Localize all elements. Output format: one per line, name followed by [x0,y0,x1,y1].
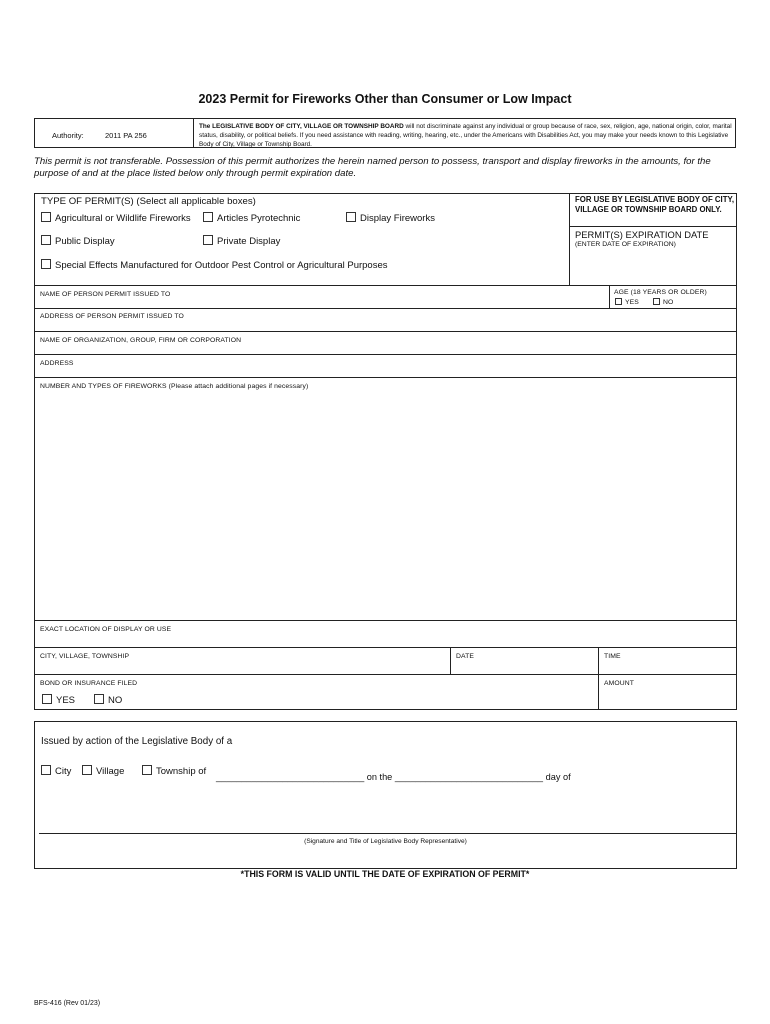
checkbox[interactable] [94,694,104,704]
signature-caption: (Signature and Title of Legislative Body Representative) [304,838,467,845]
checkbox[interactable] [41,259,51,269]
option-label: City [55,766,72,777]
township-line[interactable] [216,772,571,782]
fireworks-field[interactable] [35,377,736,620]
authority-value: 2011 PA 256 [105,131,147,140]
field-label: BOND OR INSURANCE FILED [40,680,138,687]
address-field[interactable] [35,354,736,377]
permit-type-section [35,194,569,285]
time-field[interactable] [598,647,736,674]
form-revision: BFS-416 (Rev 01/23) [34,1000,101,1007]
blank-line: _____________________________ [394,772,544,782]
nondiscrimination-notice [199,122,733,149]
option-special[interactable] [41,259,388,271]
option-agricultural[interactable] [41,212,191,224]
field-label: CITY, VILLAGE, TOWNSHIP [40,653,130,660]
checkbox[interactable] [653,298,660,305]
option-label: NO [663,299,674,306]
signature-line[interactable] [39,833,736,834]
field-label: NUMBER AND TYPES OF FIREWORKS (Please attach additional pages if necessary) [40,383,309,390]
name-person-field[interactable] [35,285,609,308]
transfer-notice: This permit is not transferable. Possession of this permit authorizes the herein named person to possess, transport and display fireworks in the amounts, for the purpose of and at the place listed below only through permit expiration date. [34,156,711,179]
checkbox[interactable] [41,235,51,245]
option-label: Village [96,766,125,777]
authority-cell [35,119,194,147]
issued-city[interactable] [41,765,71,777]
checkbox[interactable] [142,765,152,775]
checkbox[interactable] [615,298,622,305]
field-label: AMOUNT [604,680,635,687]
permit-form [34,193,737,710]
field-label: ADDRESS OF PERSON PERMIT ISSUED TO [40,313,184,320]
notice-text: will not discriminate against any individual or group because of race, sex, religion, age, national origin, color, marital status, disability, or political beliefs. If you need assistance with reading, writing, hearing, etc., under the Americans with Disabilities Act, you may make your needs known to this Legislative Body of City, Village or Township Board. [199,123,732,148]
issued-village[interactable] [82,765,124,777]
option-label: YES [625,299,639,306]
checkbox[interactable] [41,212,51,222]
bond-no[interactable] [94,694,122,706]
bond-yes[interactable] [42,694,75,706]
amount-field[interactable] [598,674,736,709]
field-label: NAME OF ORGANIZATION, GROUP, FIRM OR CORPORATION [40,337,242,344]
expiration-heading: PERMIT(S) EXPIRATION DATE [575,229,709,240]
checkbox[interactable] [82,765,92,775]
authority-box [34,118,736,148]
age-yes[interactable] [615,298,639,306]
option-label: Township of [156,766,207,777]
option-label: Special Effects Manufactured for Outdoor Pest Control or Agricultural Purposes [55,260,388,271]
legislative-use-heading: FOR USE BY LEGISLATIVE BODY OF CITY, VILLAGE OR TOWNSHIP BOARD ONLY. [575,195,734,214]
age-no[interactable] [653,298,673,306]
option-label: Articles Pyrotechnic [217,213,301,224]
checkbox[interactable] [203,212,213,222]
issued-heading: Issued by action of the Legislative Body of a [41,736,233,747]
issued-township[interactable] [142,765,206,777]
checkbox[interactable] [346,212,356,222]
option-public[interactable] [41,235,115,247]
address-person-field[interactable] [35,308,736,331]
option-label: Private Display [217,236,281,247]
checkbox[interactable] [41,765,51,775]
option-label: Agricultural or Wildlife Fireworks [55,213,191,224]
authority-label: Authority: [52,131,84,140]
option-display[interactable] [346,212,435,224]
divider [570,226,736,227]
field-label: ADDRESS [40,360,74,367]
field-label: AGE (18 YEARS OR OLDER) [614,289,707,296]
expiration-sub: (ENTER DATE OF EXPIRATION) [575,241,676,248]
checkbox[interactable] [42,694,52,704]
option-label: YES [56,695,76,706]
validity-footer: *THIS FORM IS VALID UNTIL THE DATE OF EXPIRATION OF PERMIT* [240,869,530,879]
field-label: EXACT LOCATION OF DISPLAY OR USE [40,626,172,633]
notice-bold: The LEGISLATIVE BODY OF CITY, VILLAGE OR TOWNSHIP BOARD [199,123,404,130]
legislative-use-section [569,194,736,285]
option-private[interactable] [203,235,280,247]
bond-field [35,674,598,709]
day-of-label: day of [545,772,571,782]
blank-line: _____________________________ [216,772,365,782]
on-the-label: on the [366,772,393,782]
age-field [609,285,736,308]
city-field[interactable] [35,647,450,674]
option-label: Display Fireworks [360,213,435,224]
field-label: NAME OF PERSON PERMIT ISSUED TO [40,291,171,298]
location-field[interactable] [35,620,736,647]
permit-type-heading: TYPE OF PERMIT(S) (Select all applicable boxes) [41,196,256,207]
option-label: Public Display [55,236,115,247]
checkbox[interactable] [203,235,213,245]
date-field[interactable] [450,647,598,674]
issued-section [34,721,737,869]
field-label: DATE [456,653,475,660]
org-name-field[interactable] [35,331,736,354]
option-articles[interactable] [203,212,300,224]
option-label: NO [108,695,123,706]
field-label: TIME [604,653,621,660]
form-title: 2023 Permit for Fireworks Other than Consumer or Low Impact [198,92,572,106]
